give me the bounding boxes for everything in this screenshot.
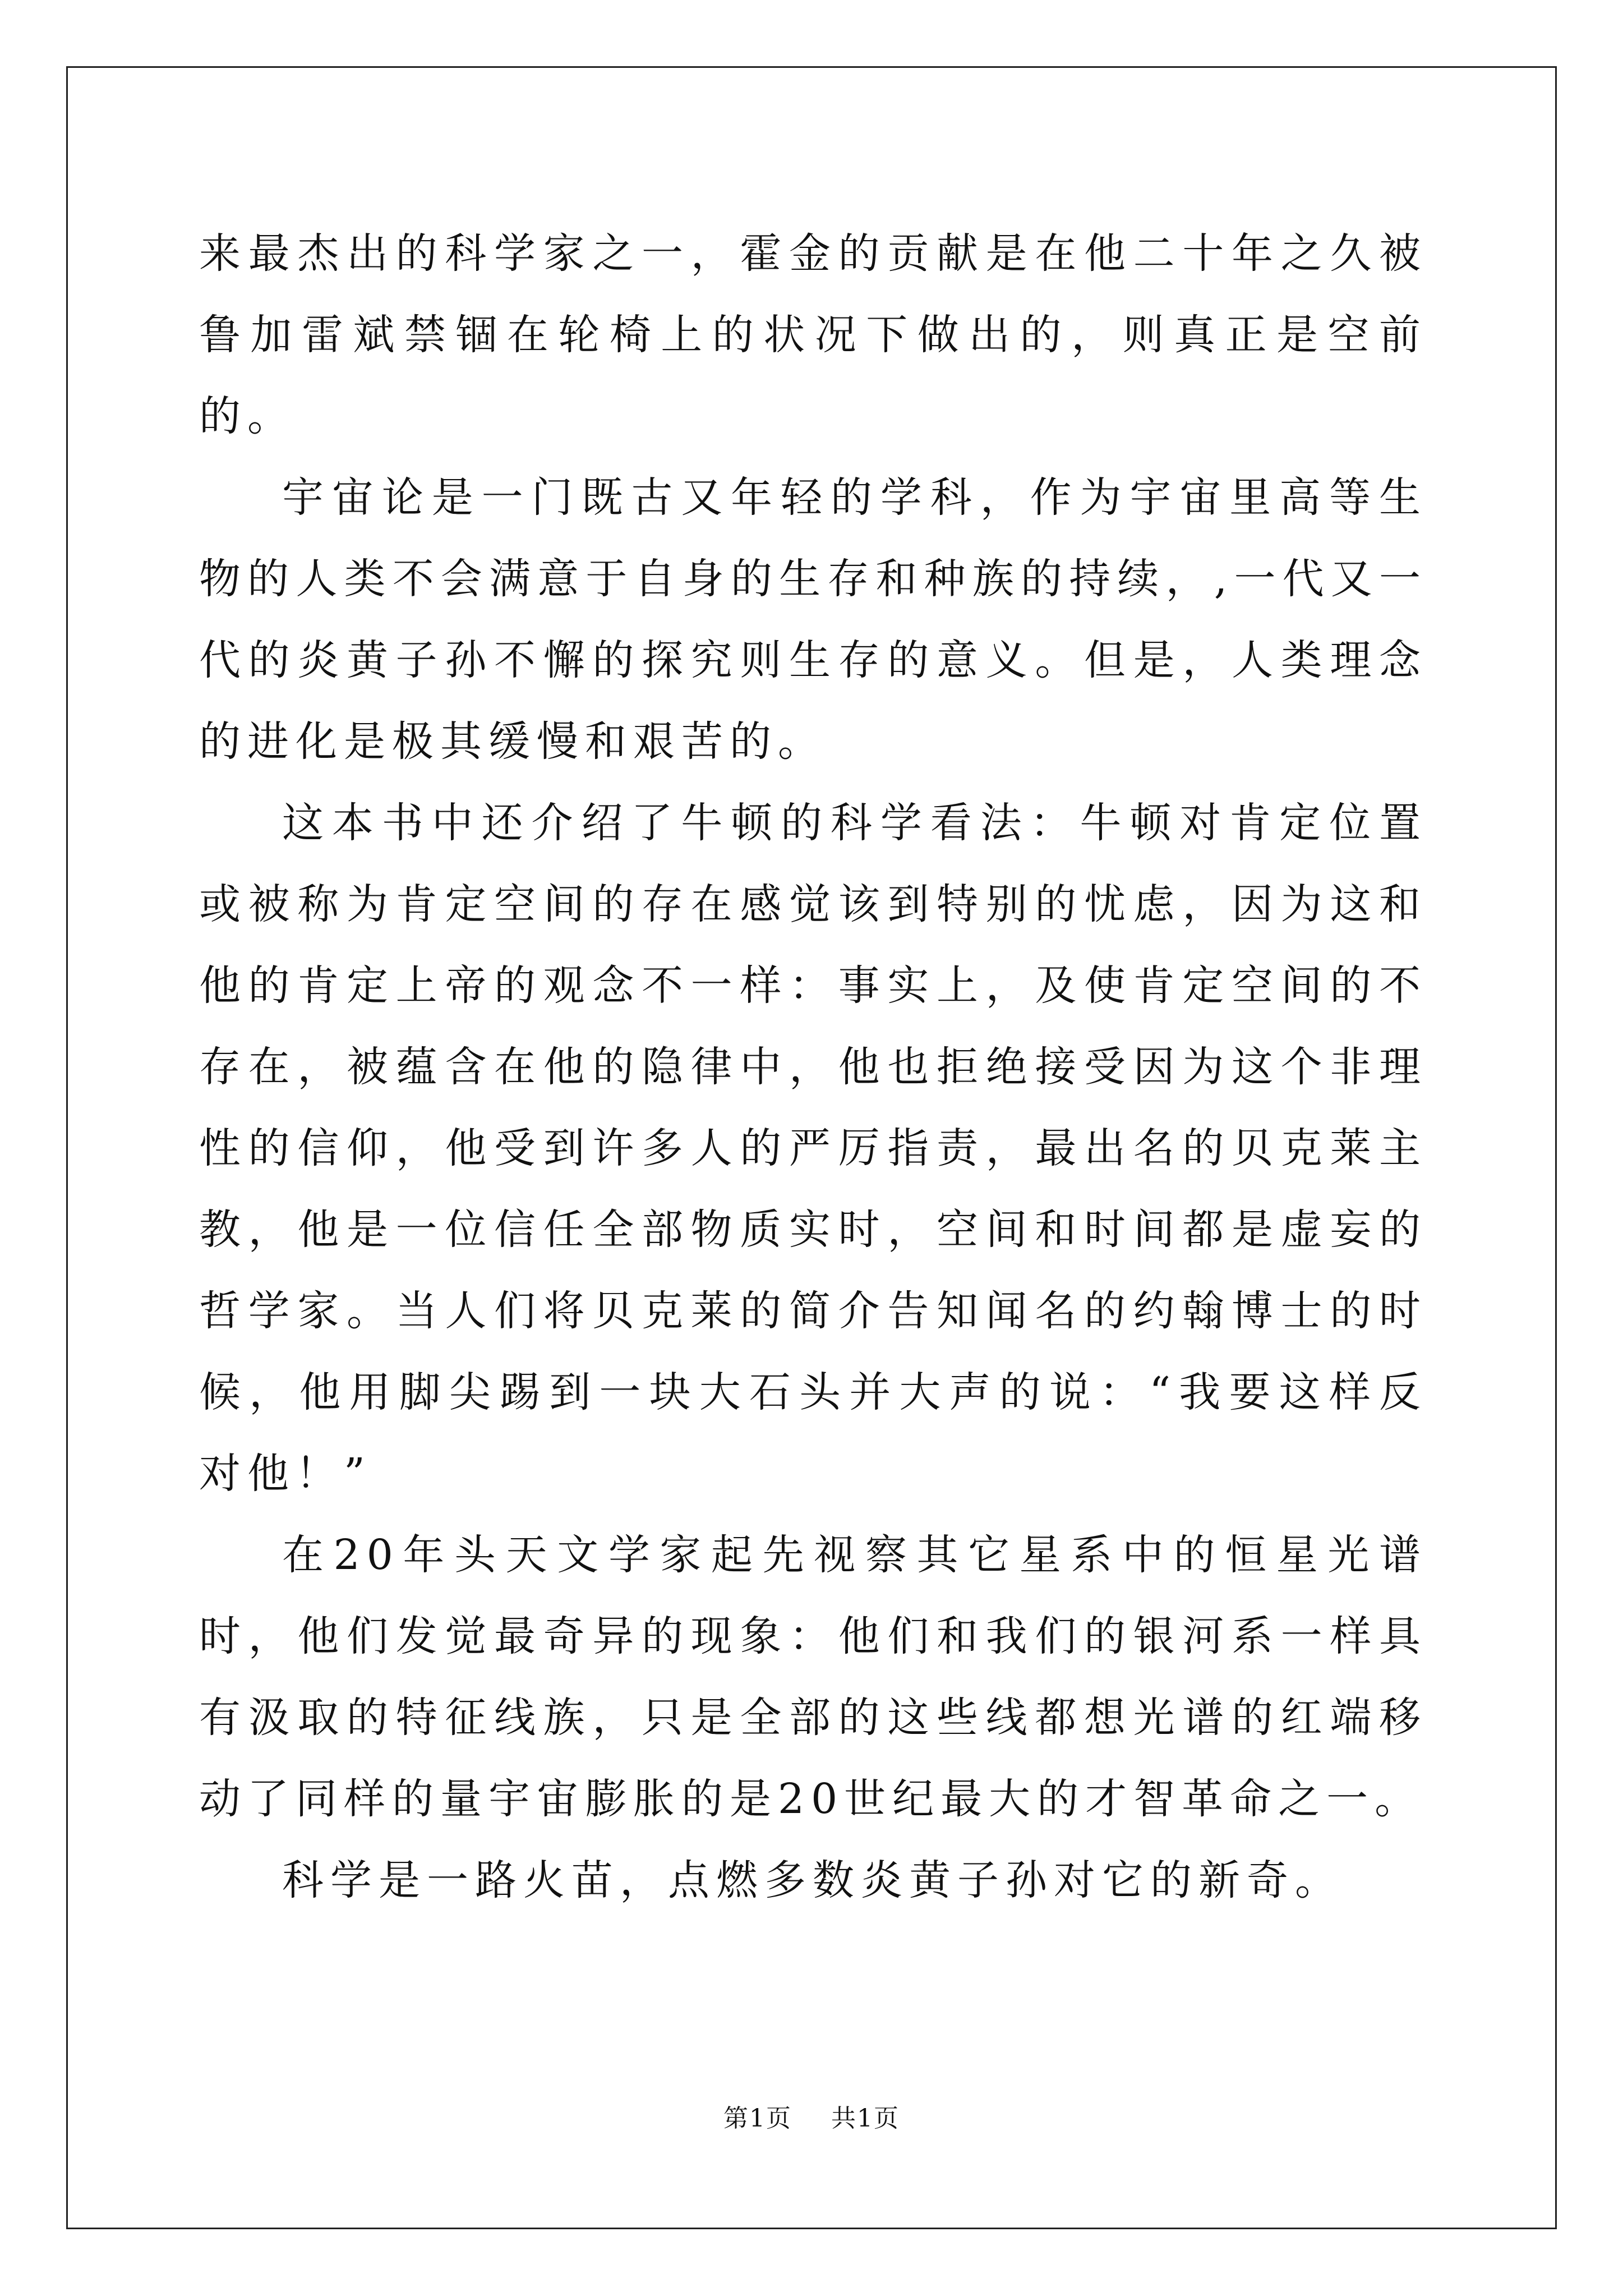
paragraph-4: 在20年头天文学家起先视察其它星系中的恒星光谱时，他们发觉最奇异的现象：他们和我们的银河系一样具有汲取的特征线族，只是全部的这些线都想光谱的红端移动了同样的量宇宙膨胀的是20世纪最大的才智革命之一。 — [199, 1531, 1427, 1823]
page-number-total: 共1页 — [831, 2104, 900, 2133]
paragraph-3: 这本书中还介绍了牛顿的科学看法：牛顿对肯定位置或被称为肯定空间的存在感觉该到特别的忧虑，因为这和他的肯定上帝的观念不一样：事实上，及使肯定空间的不存在，被蕴含在他的隐律中，他也拒绝接受因为这个非理性的信仰，他受到许多人的严厉指责，最出名的贝克莱主教，他是一位信任全部物质实时，空间和时间都是虚妄的哲学家。当人们将贝克莱的简介告知闻名的约翰博士的时候，他用脚尖踢到一块大石头并大声的说：“我要这样反对他！” — [199, 799, 1427, 1498]
paragraph-5: 科学是一路火苗，点燃多数炎黄子孙对它的新奇。 — [282, 1856, 1343, 1904]
document-body — [199, 213, 1427, 1921]
paragraph-1: 来最杰出的科学家之一，霍金的贡献是在他二十年之久被鲁加雷斌禁锢在轮椅上的状况下做出的，则真正是空前的。 — [199, 229, 1427, 440]
page-number-current: 第1页 — [723, 2104, 792, 2133]
page-footer — [0, 2098, 1623, 2134]
paragraph-2: 宇宙论是一门既古又年轻的学科，作为宇宙里高等生物的人类不会满意于自身的生存和种族的持续，,一代又一代的炎黄子孙不懈的探究则生存的意义。但是，人类理念的进化是极其缓慢和艰苦的。 — [199, 473, 1427, 766]
